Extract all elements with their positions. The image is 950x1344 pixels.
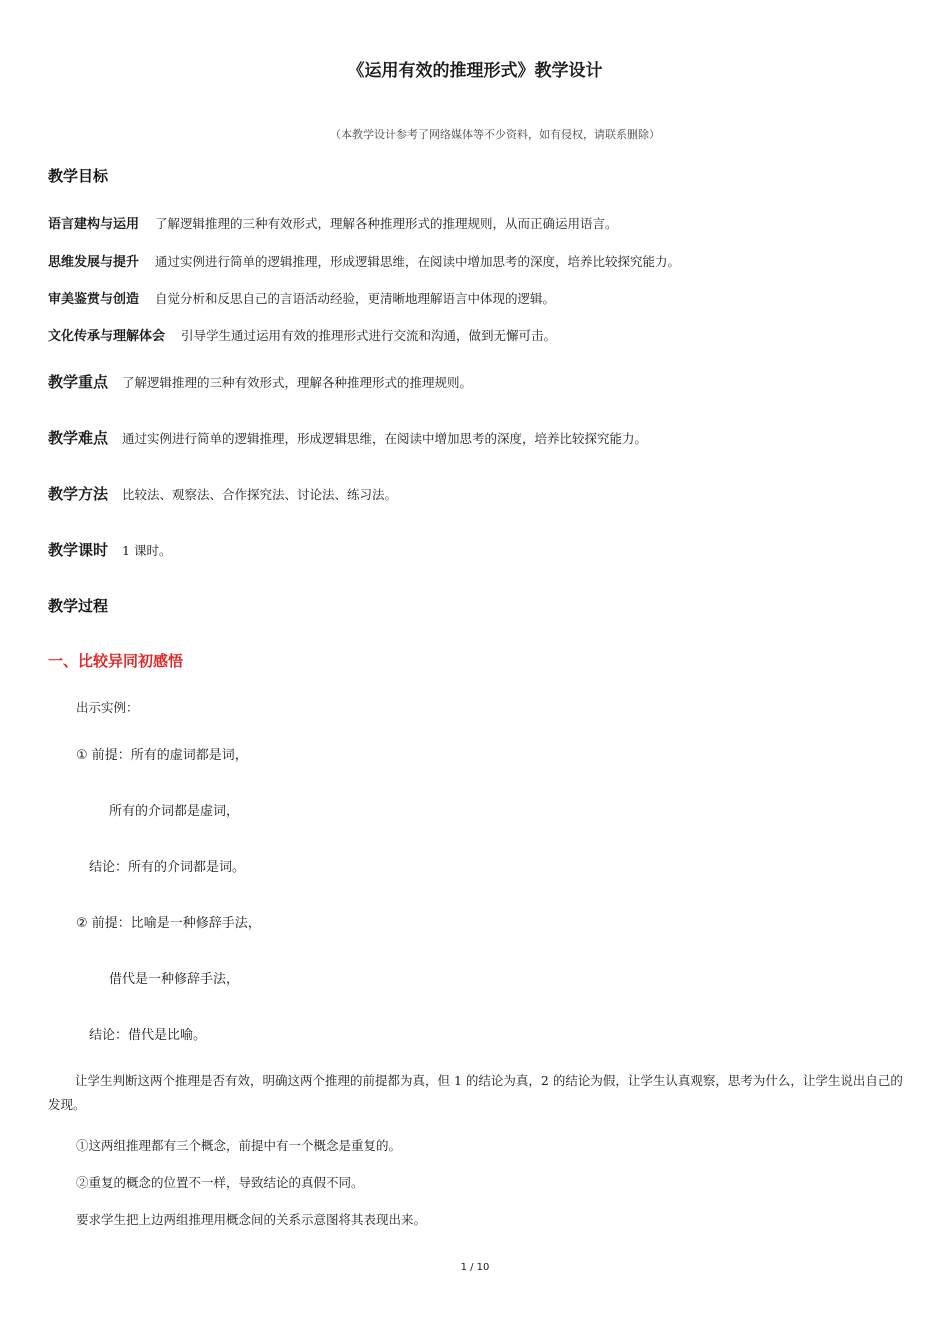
hours-row — [48, 539, 171, 560]
difficulties-row — [48, 427, 647, 448]
document-title: 《运用有效的推理形式》教学设计 — [347, 61, 603, 81]
objective-label: 审美鉴赏与创造 — [48, 292, 140, 307]
objective-row — [48, 325, 556, 344]
section-label: 教学课时 — [48, 541, 109, 559]
methods-row — [48, 483, 397, 504]
example2-premise1: ② 前提：比喻是一种修辞手法， — [76, 916, 261, 931]
objective-row — [48, 288, 555, 307]
objective-label: 思维发展与提升 — [48, 255, 140, 270]
finding-point-1: ①这两组推理都有三个概念，前提中有一个概念是重复的。 — [76, 1138, 402, 1153]
show-examples-text: 出示实例： — [76, 700, 139, 715]
process-heading: 教学过程 — [48, 597, 109, 615]
section-label: 教学难点 — [48, 429, 109, 447]
section-text: 通过实例进行简单的逻辑推理，形成逻辑思维，在阅读中增加思考的深度，培养比较探究能力。 — [122, 431, 648, 446]
section-text: 比较法、观察法、合作探究法、讨论法、练习法。 — [122, 487, 398, 502]
objective-row — [48, 251, 680, 270]
example1-premise1: ① 前提：所有的虚词都是词， — [76, 748, 248, 763]
objective-text: 了解逻辑推理的三种有效形式，理解各种推理形式的推理规则，从而正确运用语言。 — [155, 216, 618, 231]
part1-heading: 一、比较异同初感悟 — [48, 652, 184, 670]
objective-label: 语言建构与运用 — [48, 217, 140, 232]
objective-text: 引导学生通过运用有效的推理形式进行交流和沟通，做到无懈可击。 — [181, 328, 557, 343]
example2-conclusion: 结论：借代是比喻。 — [89, 1028, 207, 1043]
objective-label: 文化传承与理解体会 — [48, 329, 166, 344]
page-number: 1 / 10 — [460, 1262, 490, 1273]
objective-row — [48, 213, 618, 232]
task-instruction: 要求学生把上边两组推理用概念间的关系示意图将其表现出来。 — [76, 1212, 427, 1227]
section-label: 教学方法 — [48, 485, 109, 503]
finding-point-2: ②重复的概念的位置不一样，导致结论的真假不同。 — [76, 1175, 364, 1190]
objective-text: 通过实例进行简单的逻辑推理，形成逻辑思维，在阅读中增加思考的深度，培养比较探究能力。 — [155, 254, 681, 269]
key-points-row — [48, 371, 472, 392]
example1-premise2: 所有的介词都是虚词， — [109, 804, 240, 819]
section-text: 了解逻辑推理的三种有效形式，理解各种推理形式的推理规则。 — [122, 375, 473, 390]
example2-premise2: 借代是一种修辞手法， — [109, 972, 240, 987]
objective-text: 自觉分析和反思自己的言语活动经验，更清晰地理解语言中体现的逻辑。 — [155, 291, 556, 306]
objectives-heading: 教学目标 — [48, 167, 109, 185]
section-label: 教学重点 — [48, 373, 109, 391]
discussion-paragraph: 让学生判断这两个推理是否有效，明确这两个推理的前提都为真，但 1 的结论为真，2 的结论为假，让学生认真观察，思考为什么，让学生说出自己的发现。 — [48, 1073, 903, 1112]
example1-conclusion: 结论：所有的介词都是词。 — [89, 860, 246, 875]
section-text: 1 课时。 — [122, 543, 172, 558]
disclaimer-note: （本教学设计参考了网络媒体等不少资料，如有侵权，请联系删除） — [330, 128, 660, 141]
